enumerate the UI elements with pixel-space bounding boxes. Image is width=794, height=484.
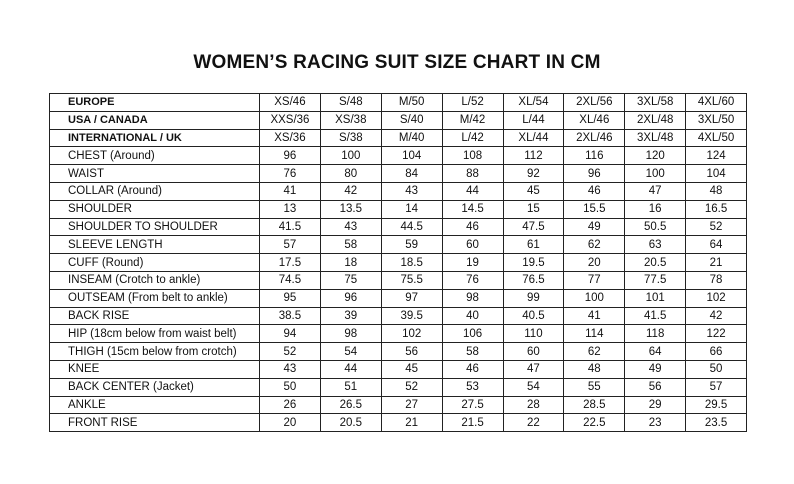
- measurement-value-cell: 61: [503, 236, 564, 254]
- measurement-value-cell: 42: [320, 182, 381, 200]
- measurement-value-cell: 47.5: [503, 218, 564, 236]
- measurement-value-cell: 56: [625, 378, 686, 396]
- measurement-value-cell: 43: [381, 182, 442, 200]
- measurement-label: OUTSEAM (From belt to ankle): [50, 289, 260, 307]
- measurement-value-cell: 100: [320, 147, 381, 165]
- measurement-value-cell: 75.5: [381, 271, 442, 289]
- measurement-value-cell: 84: [381, 165, 442, 183]
- size-label-cell: 2XL/56: [564, 94, 625, 112]
- measurement-value-cell: 92: [503, 165, 564, 183]
- measurement-label: FRONT RISE: [50, 414, 260, 432]
- measurement-label: HIP (18cm below from waist belt): [50, 325, 260, 343]
- measurement-row: [50, 271, 747, 289]
- measurement-value-cell: 27.5: [442, 396, 503, 414]
- measurement-value-cell: 75: [320, 271, 381, 289]
- measurement-value-cell: 22.5: [564, 414, 625, 432]
- measurement-value-cell: 41.5: [260, 218, 321, 236]
- measurement-value-cell: 80: [320, 165, 381, 183]
- measurement-value-cell: 41.5: [625, 307, 686, 325]
- measurement-value-cell: 76: [442, 271, 503, 289]
- measurement-value-cell: 101: [625, 289, 686, 307]
- measurement-value-cell: 50: [686, 360, 747, 378]
- measurement-value-cell: 98: [320, 325, 381, 343]
- measurement-row: [50, 360, 747, 378]
- measurement-value-cell: 118: [625, 325, 686, 343]
- size-chart-body: [50, 94, 747, 432]
- size-label-cell: M/50: [381, 94, 442, 112]
- measurement-value-cell: 114: [564, 325, 625, 343]
- measurement-value-cell: 60: [442, 236, 503, 254]
- measurement-row: [50, 343, 747, 361]
- measurement-value-cell: 27: [381, 396, 442, 414]
- measurement-value-cell: 52: [686, 218, 747, 236]
- measurement-value-cell: 99: [503, 289, 564, 307]
- measurement-value-cell: 53: [442, 378, 503, 396]
- measurement-value-cell: 47: [625, 182, 686, 200]
- size-label-cell: 2XL/48: [625, 111, 686, 129]
- measurement-value-cell: 19.5: [503, 254, 564, 272]
- size-label-cell: M/40: [381, 129, 442, 147]
- measurement-value-cell: 98: [442, 289, 503, 307]
- measurement-value-cell: 94: [260, 325, 321, 343]
- measurement-value-cell: 62: [564, 236, 625, 254]
- measurement-value-cell: 66: [686, 343, 747, 361]
- measurement-value-cell: 20: [564, 254, 625, 272]
- measurement-value-cell: 44.5: [381, 218, 442, 236]
- measurement-value-cell: 44: [442, 182, 503, 200]
- measurement-row: [50, 236, 747, 254]
- measurement-value-cell: 16: [625, 200, 686, 218]
- measurement-value-cell: 62: [564, 343, 625, 361]
- measurement-row: [50, 307, 747, 325]
- measurement-value-cell: 38.5: [260, 307, 321, 325]
- measurement-value-cell: 42: [686, 307, 747, 325]
- measurement-value-cell: 77: [564, 271, 625, 289]
- measurement-value-cell: 102: [686, 289, 747, 307]
- measurement-label: CUFF (Round): [50, 254, 260, 272]
- measurement-value-cell: 21: [686, 254, 747, 272]
- measurement-value-cell: 41: [564, 307, 625, 325]
- measurement-label: BACK CENTER (Jacket): [50, 378, 260, 396]
- measurement-value-cell: 45: [503, 182, 564, 200]
- size-label-cell: XS/36: [260, 129, 321, 147]
- measurement-value-cell: 15: [503, 200, 564, 218]
- measurement-value-cell: 96: [320, 289, 381, 307]
- measurement-label: CHEST (Around): [50, 147, 260, 165]
- measurement-label: SHOULDER TO SHOULDER: [50, 218, 260, 236]
- measurement-value-cell: 17.5: [260, 254, 321, 272]
- measurement-value-cell: 104: [381, 147, 442, 165]
- measurement-label: INSEAM (Crotch to ankle): [50, 271, 260, 289]
- measurement-value-cell: 28: [503, 396, 564, 414]
- measurement-value-cell: 122: [686, 325, 747, 343]
- measurement-value-cell: 50.5: [625, 218, 686, 236]
- measurement-value-cell: 60: [503, 343, 564, 361]
- measurement-label: THIGH (15cm below from crotch): [50, 343, 260, 361]
- measurement-row: [50, 200, 747, 218]
- measurement-value-cell: 44: [320, 360, 381, 378]
- measurement-value-cell: 46: [442, 218, 503, 236]
- measurement-value-cell: 104: [686, 165, 747, 183]
- measurement-value-cell: 76.5: [503, 271, 564, 289]
- size-label-cell: XL/44: [503, 129, 564, 147]
- measurement-value-cell: 48: [686, 182, 747, 200]
- measurement-row: [50, 218, 747, 236]
- measurement-value-cell: 18: [320, 254, 381, 272]
- measurement-row: [50, 396, 747, 414]
- measurement-value-cell: 41: [260, 182, 321, 200]
- measurement-value-cell: 102: [381, 325, 442, 343]
- size-system-label: USA / CANADA: [50, 111, 260, 129]
- measurement-label: SLEEVE LENGTH: [50, 236, 260, 254]
- measurement-value-cell: 106: [442, 325, 503, 343]
- measurement-value-cell: 120: [625, 147, 686, 165]
- measurement-value-cell: 57: [260, 236, 321, 254]
- measurement-value-cell: 88: [442, 165, 503, 183]
- size-label-cell: XS/46: [260, 94, 321, 112]
- measurement-value-cell: 76: [260, 165, 321, 183]
- measurement-value-cell: 20.5: [320, 414, 381, 432]
- measurement-value-cell: 78: [686, 271, 747, 289]
- measurement-value-cell: 48: [564, 360, 625, 378]
- size-label-cell: XL/46: [564, 111, 625, 129]
- measurement-value-cell: 16.5: [686, 200, 747, 218]
- size-system-row: [50, 129, 747, 147]
- measurement-label: WAIST: [50, 165, 260, 183]
- measurement-value-cell: 19: [442, 254, 503, 272]
- measurement-value-cell: 20: [260, 414, 321, 432]
- measurement-row: [50, 147, 747, 165]
- measurement-value-cell: 56: [381, 343, 442, 361]
- size-label-cell: 2XL/46: [564, 129, 625, 147]
- measurement-value-cell: 95: [260, 289, 321, 307]
- measurement-value-cell: 21.5: [442, 414, 503, 432]
- measurement-value-cell: 29.5: [686, 396, 747, 414]
- size-system-row: [50, 111, 747, 129]
- measurement-value-cell: 43: [320, 218, 381, 236]
- measurement-value-cell: 52: [260, 343, 321, 361]
- measurement-value-cell: 20.5: [625, 254, 686, 272]
- measurement-label: ANKLE: [50, 396, 260, 414]
- measurement-value-cell: 39.5: [381, 307, 442, 325]
- measurement-value-cell: 13.5: [320, 200, 381, 218]
- measurement-value-cell: 57: [686, 378, 747, 396]
- measurement-value-cell: 47: [503, 360, 564, 378]
- size-label-cell: S/48: [320, 94, 381, 112]
- size-label-cell: S/40: [381, 111, 442, 129]
- size-label-cell: L/44: [503, 111, 564, 129]
- measurement-value-cell: 64: [625, 343, 686, 361]
- measurement-value-cell: 14.5: [442, 200, 503, 218]
- measurement-value-cell: 23: [625, 414, 686, 432]
- size-label-cell: XL/54: [503, 94, 564, 112]
- measurement-value-cell: 39: [320, 307, 381, 325]
- size-system-label: INTERNATIONAL / UK: [50, 129, 260, 147]
- measurement-value-cell: 58: [320, 236, 381, 254]
- measurement-value-cell: 55: [564, 378, 625, 396]
- measurement-value-cell: 21: [381, 414, 442, 432]
- measurement-value-cell: 13: [260, 200, 321, 218]
- measurement-value-cell: 43: [260, 360, 321, 378]
- measurement-row: [50, 325, 747, 343]
- measurement-value-cell: 100: [625, 165, 686, 183]
- measurement-value-cell: 110: [503, 325, 564, 343]
- measurement-value-cell: 77.5: [625, 271, 686, 289]
- size-label-cell: S/38: [320, 129, 381, 147]
- measurement-value-cell: 28.5: [564, 396, 625, 414]
- measurement-label: COLLAR (Around): [50, 182, 260, 200]
- measurement-value-cell: 100: [564, 289, 625, 307]
- measurement-value-cell: 54: [320, 343, 381, 361]
- size-label-cell: 3XL/58: [625, 94, 686, 112]
- size-chart-table: [49, 93, 747, 432]
- chart-title: WOMEN’S RACING SUIT SIZE CHART IN CM: [193, 52, 601, 73]
- measurement-value-cell: 18.5: [381, 254, 442, 272]
- measurement-value-cell: 52: [381, 378, 442, 396]
- measurement-row: [50, 289, 747, 307]
- measurement-value-cell: 64: [686, 236, 747, 254]
- measurement-value-cell: 15.5: [564, 200, 625, 218]
- measurement-row: [50, 414, 747, 432]
- measurement-value-cell: 29: [625, 396, 686, 414]
- measurement-value-cell: 22: [503, 414, 564, 432]
- size-system-label: EUROPE: [50, 94, 260, 112]
- size-label-cell: 3XL/50: [686, 111, 747, 129]
- measurement-value-cell: 97: [381, 289, 442, 307]
- measurement-value-cell: 124: [686, 147, 747, 165]
- measurement-value-cell: 46: [564, 182, 625, 200]
- measurement-value-cell: 96: [260, 147, 321, 165]
- measurement-label: BACK RISE: [50, 307, 260, 325]
- measurement-value-cell: 58: [442, 343, 503, 361]
- measurement-value-cell: 59: [381, 236, 442, 254]
- measurement-value-cell: 54: [503, 378, 564, 396]
- size-label-cell: XXS/36: [260, 111, 321, 129]
- size-label-cell: L/52: [442, 94, 503, 112]
- size-label-cell: L/42: [442, 129, 503, 147]
- measurement-row: [50, 165, 747, 183]
- measurement-row: [50, 182, 747, 200]
- size-label-cell: 3XL/48: [625, 129, 686, 147]
- measurement-value-cell: 49: [625, 360, 686, 378]
- measurement-value-cell: 26: [260, 396, 321, 414]
- measurement-value-cell: 14: [381, 200, 442, 218]
- measurement-row: [50, 254, 747, 272]
- size-label-cell: XS/38: [320, 111, 381, 129]
- measurement-value-cell: 51: [320, 378, 381, 396]
- measurement-label: KNEE: [50, 360, 260, 378]
- measurement-value-cell: 50: [260, 378, 321, 396]
- measurement-value-cell: 26.5: [320, 396, 381, 414]
- measurement-value-cell: 23.5: [686, 414, 747, 432]
- size-label-cell: 4XL/50: [686, 129, 747, 147]
- measurement-value-cell: 40: [442, 307, 503, 325]
- measurement-value-cell: 40.5: [503, 307, 564, 325]
- size-label-cell: 4XL/60: [686, 94, 747, 112]
- size-system-row: [50, 94, 747, 112]
- size-label-cell: M/42: [442, 111, 503, 129]
- measurement-row: [50, 378, 747, 396]
- measurement-value-cell: 96: [564, 165, 625, 183]
- measurement-value-cell: 49: [564, 218, 625, 236]
- measurement-value-cell: 46: [442, 360, 503, 378]
- measurement-value-cell: 74.5: [260, 271, 321, 289]
- measurement-value-cell: 112: [503, 147, 564, 165]
- measurement-value-cell: 63: [625, 236, 686, 254]
- measurement-value-cell: 108: [442, 147, 503, 165]
- measurement-value-cell: 45: [381, 360, 442, 378]
- measurement-label: SHOULDER: [50, 200, 260, 218]
- measurement-value-cell: 116: [564, 147, 625, 165]
